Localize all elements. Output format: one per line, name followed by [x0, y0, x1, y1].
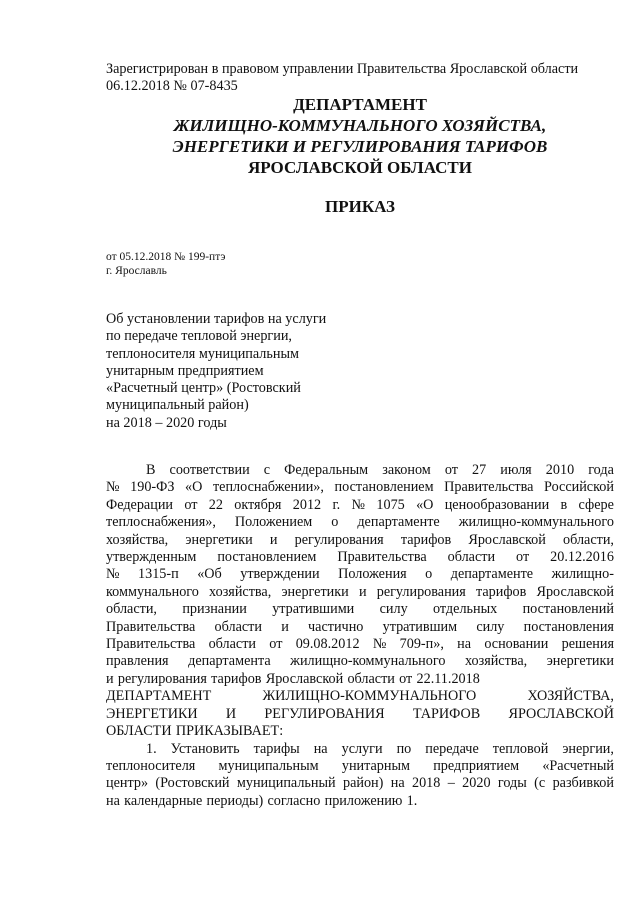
body-line: и регулирования тарифов Ярославской области от 22.11.2018	[106, 670, 480, 687]
department-line-4: ЯРОСЛАВСКОЙ ОБЛАСТИ	[248, 158, 472, 177]
order-title: ПРИКАЗ	[325, 197, 395, 216]
body-line: 1. Установить тарифы на услуги по передаче тепловой энергии,	[146, 740, 614, 757]
body-line: № 190-ФЗ «О теплоснабжении», постановлением Правительства Российской	[106, 479, 614, 496]
body-line: № 1315-п «Об утверждении Положения о департаменте жилищно-	[106, 566, 614, 583]
body-line: В соответствии с Федеральным законом от 27 июля 2010 года	[146, 462, 614, 478]
body-line: ДЕПАРТАМЕНТ ЖИЛИЩНО-КОММУНАЛЬНОГО ХОЗЯЙСТВА,	[106, 688, 614, 705]
department-line-3: ЭНЕРГЕТИКИ И РЕГУЛИРОВАНИЯ ТАРИФОВ	[172, 137, 548, 156]
body-line: правления департамента жилищно-коммунального хозяйства, энергетики	[106, 653, 614, 670]
body-line: Правительства области от 09.08.2012 № 709-п», на основании решения	[106, 636, 614, 653]
subject-line: муниципальный район)	[106, 397, 249, 414]
department-line-2: ЖИЛИЩНО-КОММУНАЛЬНОГО ХОЗЯЙСТВА,	[173, 116, 547, 135]
body-line: Правительства области и частично утратившим силу постановления	[106, 618, 614, 635]
body-line: теплоносителя муниципальным унитарным предприятием «Расчетный	[106, 757, 614, 774]
order-city: г. Ярославль	[106, 265, 167, 277]
order-meta	[106, 250, 225, 278]
registration-line-1: Зарегистрирован в правовом управлении Правительства Ярославской области	[106, 61, 579, 77]
subject-line: на 2018 – 2020 годы	[106, 414, 227, 431]
subject-line: «Расчетный центр» (Ростовский	[106, 380, 301, 397]
registration-line-2: 06.12.2018 № 07-8435	[106, 78, 238, 94]
body-line: центр» (Ростовский муниципальный район) на 2018 – 2020 годы (с разбивкой	[106, 775, 614, 792]
department-line-1: ДЕПАРТАМЕНТ	[293, 95, 427, 114]
order-date-number: от 05.12.2018 № 199-птэ	[106, 251, 226, 263]
subject-line: теплоносителя муниципальным	[106, 345, 299, 362]
department-header	[100, 94, 620, 178]
body-line: Федерации от 22 октября 2012 г. № 1075 «О ценообразовании в сфере	[106, 496, 614, 513]
registration-note	[106, 61, 616, 95]
body-line: утвержденным постановлением Правительства области от 20.12.2016	[106, 549, 614, 566]
body-line: хозяйства, энергетики и регулирования тарифов Ярославской области,	[106, 531, 614, 548]
order-subject	[106, 311, 366, 432]
body-line: коммунального хозяйства, энергетики и регулирования тарифов Ярославской	[106, 583, 614, 600]
body-line: теплоснабжения», Положением о департаменте жилищно-коммунального	[106, 514, 614, 531]
body-line: ОБЛАСТИ ПРИКАЗЫВАЕТ:	[106, 723, 284, 740]
order-body	[106, 462, 614, 810]
body-line: на календарные периоды) согласно приложению 1.	[106, 792, 418, 809]
subject-line: Об установлении тарифов на услуги	[106, 311, 327, 327]
subject-line: унитарным предприятием	[106, 362, 264, 379]
body-line: области, признании утратившими силу отдельных постановлений	[106, 601, 614, 618]
subject-line: по передаче тепловой энергии,	[106, 328, 292, 345]
body-line: ЭНЕРГЕТИКИ И РЕГУЛИРОВАНИЯ ТАРИФОВ ЯРОСЛАВСКОЙ	[106, 705, 614, 722]
